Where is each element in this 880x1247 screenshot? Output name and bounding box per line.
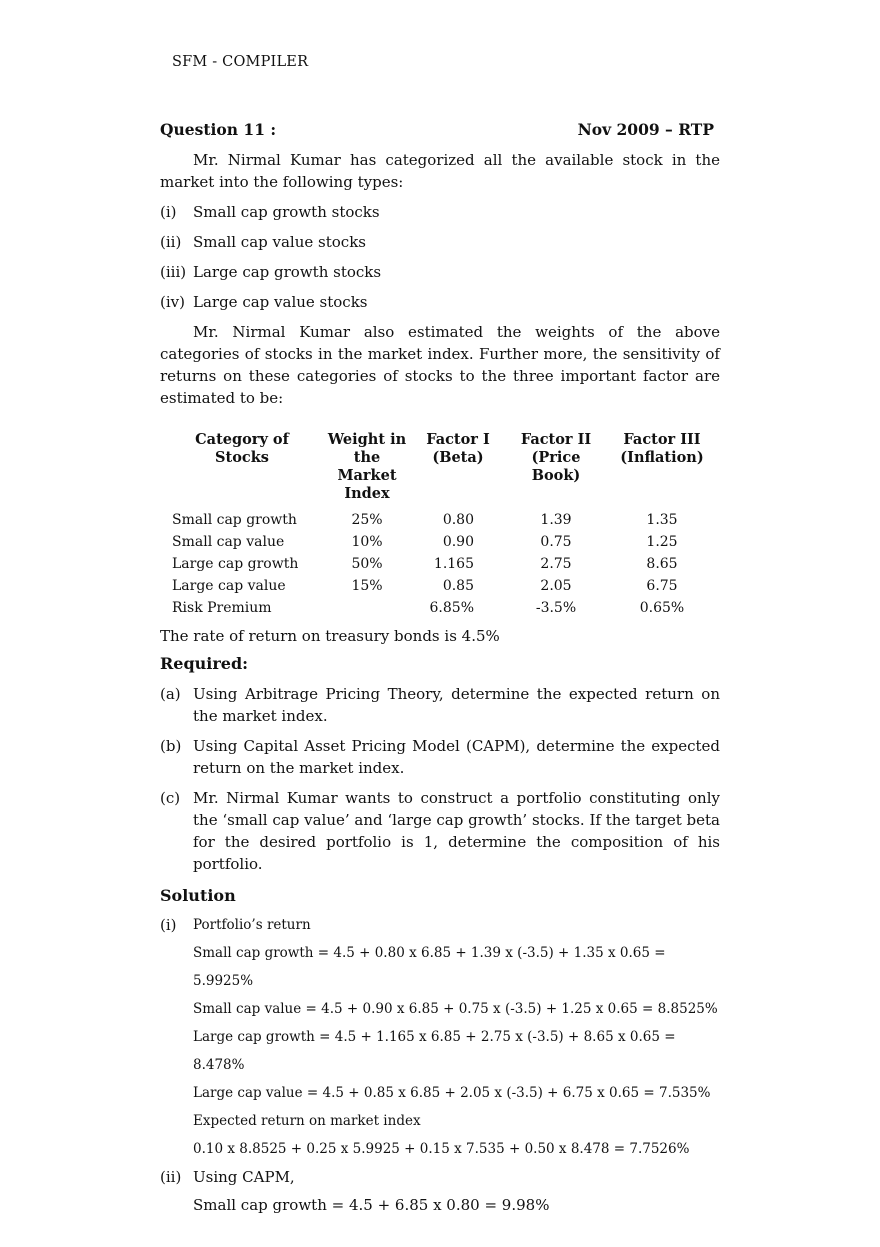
cell-weight: 25% bbox=[351, 512, 383, 528]
cell-category: Risk Premium bbox=[172, 600, 272, 616]
cell-factor-3: 0.65% bbox=[639, 600, 685, 616]
header-weight: Weight in the Market Index bbox=[327, 431, 407, 502]
cell-weight bbox=[318, 597, 416, 619]
question-label: Question 11 : bbox=[160, 120, 277, 139]
part-title: Using CAPM, bbox=[193, 1168, 295, 1186]
table-row bbox=[166, 597, 712, 619]
treasury-rate-text: The rate of return on treasury bonds is 4.5% bbox=[160, 627, 500, 645]
part-label: (ii) bbox=[160, 1168, 182, 1186]
cell-factor-1: 0.85 bbox=[442, 578, 474, 594]
solution-equations bbox=[193, 939, 720, 1163]
list-item-text: Large cap value stocks bbox=[193, 293, 368, 311]
factor-table bbox=[166, 431, 712, 619]
table-row bbox=[166, 553, 712, 575]
table-row bbox=[166, 509, 712, 531]
cell-factor-2: 1.39 bbox=[540, 512, 572, 528]
cell-factor-1: 0.90 bbox=[442, 534, 474, 550]
header-category: Category of Stocks bbox=[195, 431, 289, 466]
required-heading: Required: bbox=[160, 654, 249, 673]
cell-weight: 50% bbox=[351, 556, 383, 572]
required-list bbox=[160, 683, 720, 875]
header-factor-2: Factor II (Price Book) bbox=[520, 431, 592, 484]
running-header: SFM - COMPILER bbox=[172, 54, 309, 70]
list-item-label: (b) bbox=[160, 737, 182, 755]
equation-line: Expected return on market index bbox=[193, 1113, 421, 1129]
cell-factor-2: 2.75 bbox=[540, 556, 572, 572]
cell-factor-3: 1.35 bbox=[646, 512, 678, 528]
part-title: Portfolio’s return bbox=[193, 917, 311, 933]
list-item-label: (iv) bbox=[160, 293, 185, 311]
table-row bbox=[166, 575, 712, 597]
list-item bbox=[160, 735, 720, 779]
list-item bbox=[160, 231, 720, 253]
cell-weight: 10% bbox=[351, 534, 383, 550]
solution-heading: Solution bbox=[160, 886, 236, 905]
list-item-label: (c) bbox=[160, 789, 181, 807]
list-item-text: Using Capital Asset Pricing Model (CAPM), determine the expected return on the market index. bbox=[193, 737, 720, 777]
intro-paragraph: Mr. Nirmal Kumar has categorized all the available stock in the market into the following types: bbox=[160, 151, 720, 191]
cell-factor-2: 2.05 bbox=[540, 578, 572, 594]
equation-line: Small cap value = 4.5 + 0.90 x 6.85 + 0.75 x (-3.5) + 1.25 x 0.65 = 8.8525% bbox=[193, 1001, 718, 1017]
list-item bbox=[160, 261, 720, 283]
list-item bbox=[160, 291, 720, 313]
equation-line: Large cap growth = 4.5 + 1.165 x 6.85 + 2.75 x (-3.5) + 8.65 x 0.65 = 8.478% bbox=[193, 1029, 676, 1073]
cell-factor-1: 0.80 bbox=[442, 512, 474, 528]
cell-factor-1: 6.85% bbox=[429, 600, 474, 616]
list-item-text: Using Arbitrage Pricing Theory, determine the expected return on the market index. bbox=[193, 685, 720, 725]
list-item-label: (ii) bbox=[160, 233, 182, 251]
solution-part-1-heading bbox=[160, 911, 720, 939]
stock-types-list bbox=[160, 201, 720, 313]
intro-paragraph-2: Mr. Nirmal Kumar also estimated the weights of the above categories of stocks in the market index. Further more, the sensitivity of returns on these categories of stocks to the three important factor are estimated to be: bbox=[160, 323, 720, 407]
list-item-label: (a) bbox=[160, 685, 181, 703]
cell-category: Large cap value bbox=[172, 578, 286, 594]
cell-category: Small cap growth bbox=[172, 512, 297, 528]
cell-category: Small cap value bbox=[172, 534, 285, 550]
page-content bbox=[160, 119, 720, 1219]
list-item-label: (i) bbox=[160, 203, 177, 221]
list-item bbox=[160, 787, 720, 875]
equation-line: 0.10 x 8.8525 + 0.25 x 5.9925 + 0.15 x 7.535 + 0.50 x 8.478 = 7.7526% bbox=[193, 1141, 690, 1157]
cell-factor-2: 0.75 bbox=[540, 534, 572, 550]
cell-factor-3: 8.65 bbox=[646, 556, 678, 572]
header-factor-1: Factor I (Beta) bbox=[426, 431, 490, 466]
list-item-text: Small cap value stocks bbox=[193, 233, 366, 251]
header-factor-3: Factor III (Inflation) bbox=[620, 431, 704, 466]
list-item-text: Large cap growth stocks bbox=[193, 263, 382, 281]
table-header-row bbox=[166, 431, 712, 509]
cell-factor-3: 6.75 bbox=[646, 578, 678, 594]
list-item-label: (iii) bbox=[160, 263, 187, 281]
equation-line: Small cap growth = 4.5 + 0.80 x 6.85 + 1.39 x (-3.5) + 1.35 x 0.65 = 5.9925% bbox=[193, 945, 666, 989]
cell-category: Large cap growth bbox=[172, 556, 299, 572]
cell-factor-3: 1.25 bbox=[646, 534, 678, 550]
part-label: (i) bbox=[160, 916, 177, 934]
list-item-text: Small cap growth stocks bbox=[193, 203, 380, 221]
table-row bbox=[166, 531, 712, 553]
capm-equation: Small cap growth = 4.5 + 6.85 x 0.80 = 9.98% bbox=[193, 1196, 550, 1214]
cell-weight: 15% bbox=[351, 578, 383, 594]
list-item bbox=[160, 683, 720, 727]
cell-factor-2: -3.5% bbox=[535, 600, 577, 616]
list-item-text: Mr. Nirmal Kumar wants to construct a portfolio constituting only the ‘small cap value’ and ‘large cap growth’ stocks. If the target beta for the desired portfolio is 1, determine the composition of his portfolio. bbox=[193, 789, 720, 873]
question-reference: Nov 2009 – RTP bbox=[577, 120, 714, 139]
list-item bbox=[160, 201, 720, 223]
question-heading bbox=[160, 119, 720, 141]
solution-part-2-heading bbox=[160, 1163, 720, 1191]
equation-line: Large cap value = 4.5 + 0.85 x 6.85 + 2.05 x (-3.5) + 6.75 x 0.65 = 7.535% bbox=[193, 1085, 711, 1101]
cell-factor-1: 1.165 bbox=[433, 556, 474, 572]
